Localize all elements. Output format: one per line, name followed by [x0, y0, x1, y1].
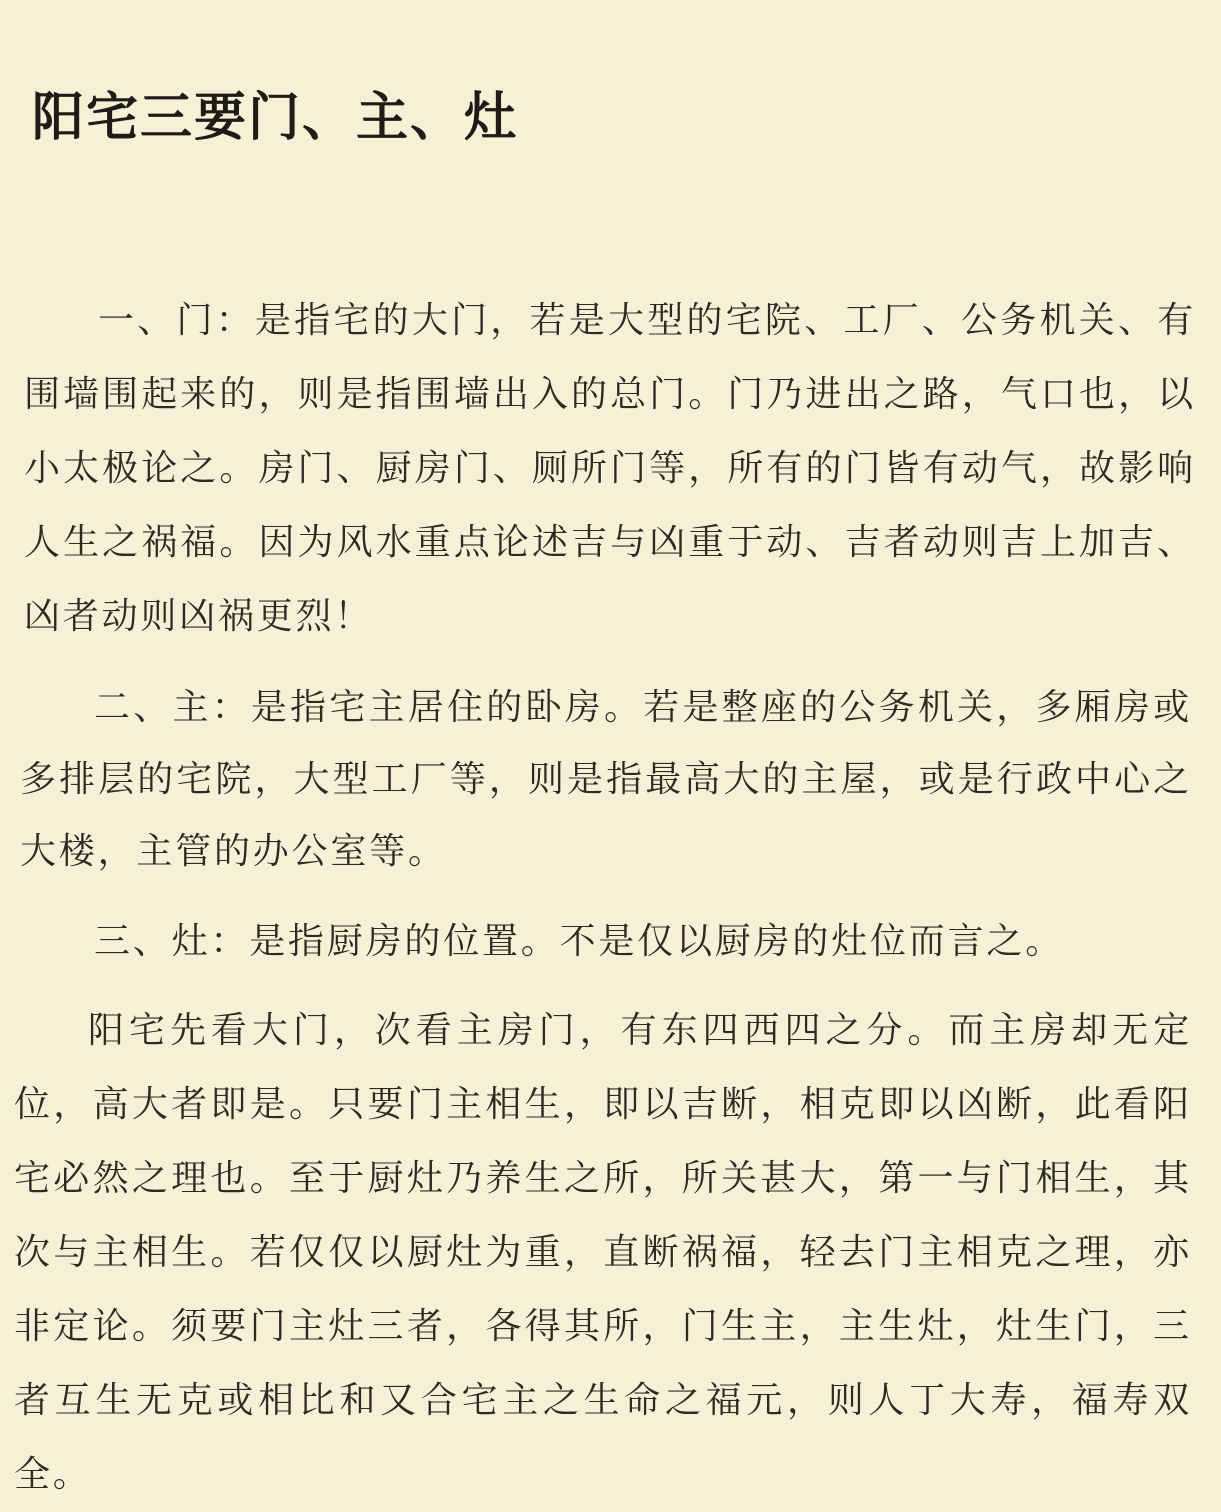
- page-title: 阳宅三要门、主、灶: [32, 88, 519, 148]
- paragraph-summary: 阳宅先看大门，次看主房门，有东四西四之分。而主房却无定位，高大者即是。只要门主相生，即以吉断，相克即以凶断，此看阳宅必然之理也。至于厨灶乃养生之所，所关甚大，第一与门相生，其次与主相生。若仅仅以厨灶为重，直断祸福，轻去门主相克之理，亦非定论。须要门主灶三者，各得其所，门生主，主生灶，灶生门，三者互生无克或相比和又合宅主之生命之福元，则人丁大寿，福寿双全。: [14, 1010, 1192, 1495]
- paragraph-stove: 三、灶：是指厨房的位置。不是仅以厨房的灶位而言之。: [94, 921, 1065, 962]
- paragraph-door: 一、门：是指宅的大门，若是大型的宅院、工厂、公务机关、有围墙围起来的，则是指围墙出入的总门。门乃进出之路，气口也，以小太极论之。房门、厨房门、厕所门等，所有的门皆有动气，故影响人生之祸福。因为风水重点论述吉与凶重于动、吉者动则吉上加吉、凶者动则凶祸更烈！: [24, 300, 1196, 637]
- paragraph-master: 二、主：是指宅主居住的卧房。若是整座的公务机关，多厢房或多排层的宅院，大型工厂等，则是指最高大的主屋，或是行政中心之大楼，主管的办公室等。: [20, 687, 1192, 872]
